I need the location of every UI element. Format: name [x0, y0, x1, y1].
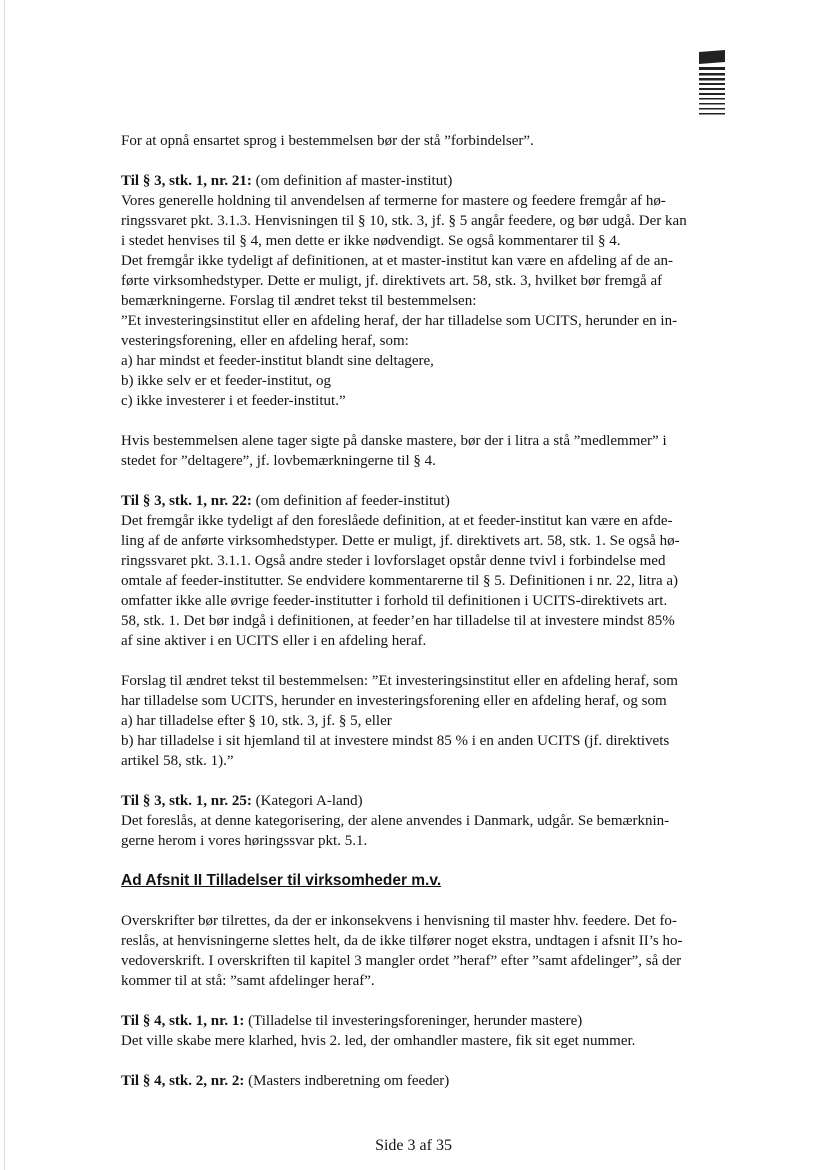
provision-reference: Til § 3, stk. 1, nr. 22: — [121, 493, 252, 509]
text-line: vesteringsforening, eller en afdeling heraf, som: — [121, 333, 409, 349]
provision-note: (om definition af feeder-institut) — [251, 493, 450, 509]
text-line: For at opnå ensartet sprog i bestemmelsen bør der stå ”forbindelser”. — [121, 133, 534, 149]
text-line: reslås, at henvisningerne slettes helt, da de ikke tilfører noget ekstra, undtagen i afsnit II’s ho- — [121, 933, 683, 949]
provision-heading — [121, 491, 749, 511]
text-line: kommer til at stå: ”samt afdelinger heraf”. — [121, 973, 375, 989]
text-line: ling af de anførte virksomhedstyper. Dette er muligt, jf. direktivets art. 58, stk. 1. Se også hø- — [121, 533, 680, 549]
text-line: Overskrifter bør tilrettes, da der er inkonsekvens i henvisning til master hhv. feedere. Det fo- — [121, 913, 677, 929]
body-paragraph — [121, 511, 749, 651]
text-line: b) ikke selv er et feeder-institut, og — [121, 373, 332, 389]
paragraph-gap — [121, 1051, 749, 1071]
text-line: i stedet henvises til § 4, men dette er ikke nødvendigt. Se også kommentarer til § 4. — [121, 233, 621, 249]
text-line: omtale af feeder-institutter. Se endvidere kommentarerne til § 5. Definitionen i nr. 22, litra a) — [121, 573, 679, 589]
provision-reference: Til § 4, stk. 1, nr. 1: — [121, 1013, 245, 1029]
text-line: Det fremgår ikke tydeligt af definitionen, at et master-institut kan være en afdeling af de an- — [121, 253, 673, 269]
text-line: a) har tilladelse efter § 10, stk. 3, jf. § 5, eller — [121, 713, 392, 729]
paragraph-gap — [121, 991, 749, 1011]
organization-logo-icon — [697, 48, 727, 118]
text-line: førte virksomhedstyper. Dette er muligt, jf. direktivets art. 58, stk. 3, hvilket bør fremgå af — [121, 273, 663, 289]
text-line: b) har tilladelse i sit hjemland til at investere mindst 85 % i en anden UCITS (jf. direktivets — [121, 733, 670, 749]
paragraph-gap — [121, 151, 749, 171]
provision-heading — [121, 171, 749, 191]
text-line: Det foreslås, at denne kategorisering, der alene anvendes i Danmark, udgår. Se bemærknin- — [121, 813, 670, 829]
body-paragraph — [121, 431, 749, 471]
provision-heading — [121, 1011, 749, 1031]
text-line: Hvis bestemmelsen alene tager sigte på danske mastere, bør der i litra a stå ”medlemmer” i — [121, 433, 667, 449]
text-line: ”Et investeringsinstitut eller en afdeling heraf, der har tilladelse som UCITS, herunder en in- — [121, 313, 678, 329]
text-line: Det fremgår ikke tydeligt af den foreslåede definition, at et feeder-institut kan være en afde- — [121, 513, 673, 529]
provision-reference: Til § 3, stk. 1, nr. 25: — [121, 793, 252, 809]
text-line: ringssvaret pkt. 3.1.3. Henvisningen til § 10, stk. 3, jf. § 5 angår feedere, og bør udgå. Der kan — [121, 213, 687, 229]
text-line: af sine aktiver i en UCITS eller i en afdeling heraf. — [121, 633, 427, 649]
provision-heading — [121, 791, 749, 811]
provision-heading — [121, 1071, 749, 1091]
provision-note: (om definition af master-institut) — [251, 173, 453, 189]
text-line: gerne herom i vores høringssvar pkt. 5.1. — [121, 833, 368, 849]
page-edge-rule — [4, 0, 5, 1170]
text-line: omfatter ikke alle øvrige feeder-institutter i forhold til definitionen i UCITS-direktivets art. — [121, 593, 668, 609]
provision-reference: Til § 3, stk. 1, nr. 21: — [121, 173, 252, 189]
paragraph-gap — [121, 851, 749, 871]
text-line: a) har mindst et feeder-institut blandt sine deltagere, — [121, 353, 434, 369]
paragraph-gap — [121, 471, 749, 491]
body-paragraph — [121, 131, 749, 151]
paragraph-gap — [121, 651, 749, 671]
provision-note: (Tilladelse til investeringsforeninger, herunder mastere) — [244, 1013, 583, 1029]
text-line: har tilladelse som UCITS, herunder en investeringsforening eller en afdeling heraf, og som — [121, 693, 667, 709]
text-line: stedet for ”deltagere”, jf. lovbemærkningerne til § 4. — [121, 453, 436, 469]
body-paragraph — [121, 1031, 749, 1051]
text-line: Forslag til ændret tekst til bestemmelsen: ”Et investeringsinstitut eller en afdeling heraf, som — [121, 673, 678, 689]
text-line: ringssvaret pkt. 3.1.1. Også andre steder i lovforslaget opstår denne tvivl i forbindelse med — [121, 553, 666, 569]
body-paragraph — [121, 671, 749, 771]
body-paragraph — [121, 811, 749, 851]
text-line: artikel 58, stk. 1).” — [121, 753, 234, 769]
provision-reference: Til § 4, stk. 2, nr. 2: — [121, 1073, 245, 1089]
text-line: vedoverskrift. I overskriften til kapitel 3 mangler ordet ”heraf” efter ”samt afdelinger”, så der — [121, 953, 682, 969]
paragraph-gap — [121, 411, 749, 431]
body-paragraph — [121, 191, 749, 411]
body-paragraph — [121, 911, 749, 991]
provision-note: (Kategori A-land) — [251, 793, 363, 809]
section-heading: Ad Afsnit II Tilladelser til virksomheder m.v. — [121, 872, 442, 889]
text-line: Det ville skabe mere klarhed, hvis 2. led, der omhandler mastere, fik sit eget nummer. — [121, 1033, 636, 1049]
paragraph-gap — [121, 771, 749, 791]
text-line: 58, stk. 1. Det bør indgå i definitionen, at feeder’en har tilladelse til at investere mindst 85% — [121, 613, 675, 629]
document-body — [121, 131, 749, 1091]
text-line: bemærkningerne. Forslag til ændret tekst til bestemmelsen: — [121, 293, 477, 309]
paragraph-gap — [121, 891, 749, 911]
page-number: Side 3 af 35 — [375, 1137, 452, 1154]
provision-note: (Masters indberetning om feeder) — [244, 1073, 450, 1089]
text-line: Vores generelle holdning til anvendelsen af termerne for mastere og feedere fremgår af hø- — [121, 193, 666, 209]
text-line: c) ikke investerer i et feeder-institut.” — [121, 393, 346, 409]
